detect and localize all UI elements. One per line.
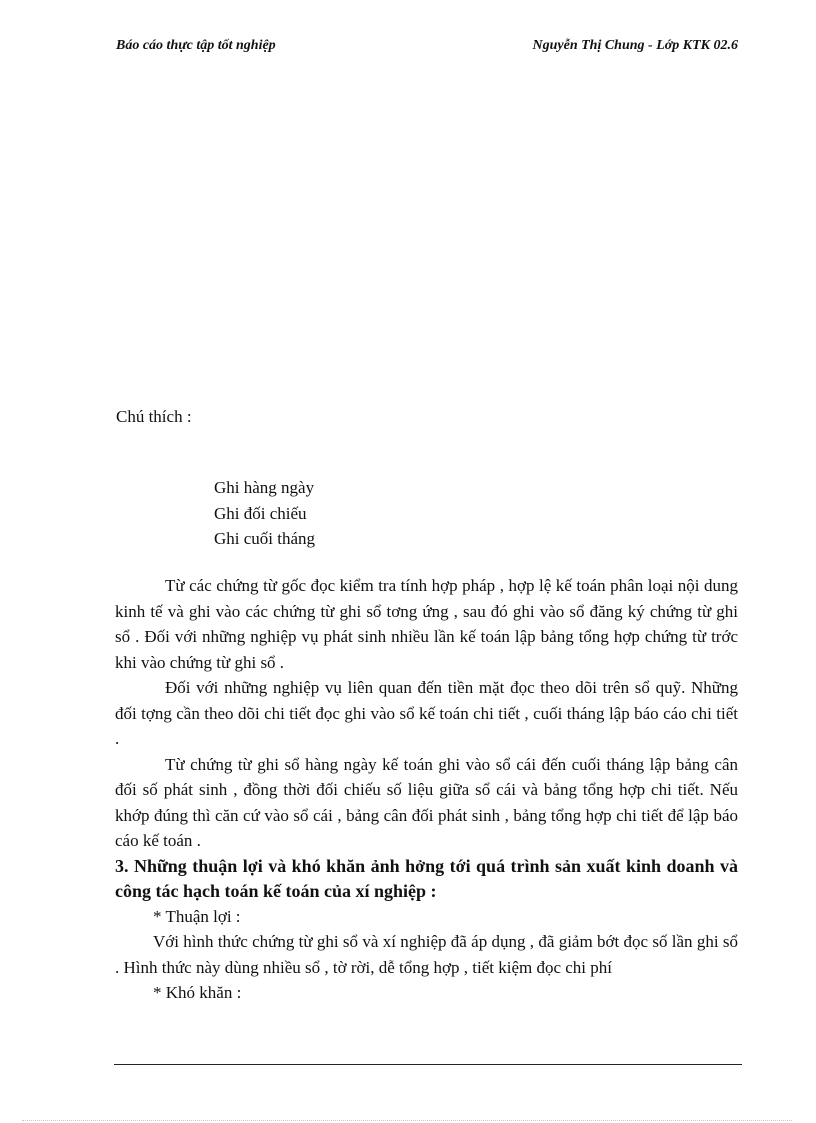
body-text (115, 573, 738, 1006)
legend-item-daily: Ghi hàng ngày (214, 478, 315, 497)
footer-rule (114, 1064, 742, 1065)
header-left: Báo cáo thực tập tốt nghiệp (116, 38, 276, 53)
paragraph: Đối với những nghiệp vụ liên quan đến tiền mặt đọc theo dõi trên sổ quỹ. Những đối tợng cần theo dõi chi tiết đọc ghi vào sổ kế toán chi tiết , cuối tháng lập báo cáo chi tiết . (115, 678, 738, 748)
difficulties-label: * Khó khăn : (153, 983, 242, 1002)
legend-title: Chú thích : (116, 407, 192, 426)
advantages-text: Với hình thức chứng từ ghi sổ và xí nghiệp đã áp dụng , đã giảm bớt đọc số lần ghi sổ . Hình thức này dùng nhiều sổ , tờ rời, dễ tổng hợp , tiết kiệm đọc chi phí (115, 932, 738, 977)
page-edge-dots (22, 1120, 792, 1121)
section-heading: 3. Những thuận lợi và khó khăn ảnh hởng tới quá trình sản xuất kinh doanh và công tác hạch toán kế toán của xí nghiệp : (115, 855, 738, 901)
legend-item-month-end: Ghi cuối tháng (214, 529, 316, 548)
advantages-label: * Thuận lợi : (153, 906, 241, 926)
paragraph: Từ chứng từ ghi sổ hàng ngày kế toán ghi vào sổ cái đến cuối tháng lập bảng cân đối số phát sinh , đồng thời đối chiếu số liệu giữa sổ cái và bảng tổng hợp chi tiết. Nếu khớp đúng thì căn cứ vào sổ cái , bảng cân đối phát sinh , bảng tổng hợp chi tiết để lập báo cáo kế toán . (115, 754, 738, 850)
legend-list (214, 475, 315, 552)
paragraph: Từ các chứng từ gốc đọc kiểm tra tính hợp pháp , hợp lệ kế toán phân loại nội dung kinh tế và ghi vào các chứng từ ghi sổ tơng ứng , sau đó ghi vào sổ đăng ký chứng từ ghi sổ . Đối với những nghiệp vụ phát sinh nhiều lần kế toán lập bảng tổng hợp chứng từ trớc khi vào chứng từ ghi sổ . (115, 576, 738, 672)
header-right: Nguyễn Thị Chung - Lớp KTK 02.6 (532, 38, 738, 53)
legend-item-reconcile: Ghi đối chiếu (214, 503, 307, 523)
